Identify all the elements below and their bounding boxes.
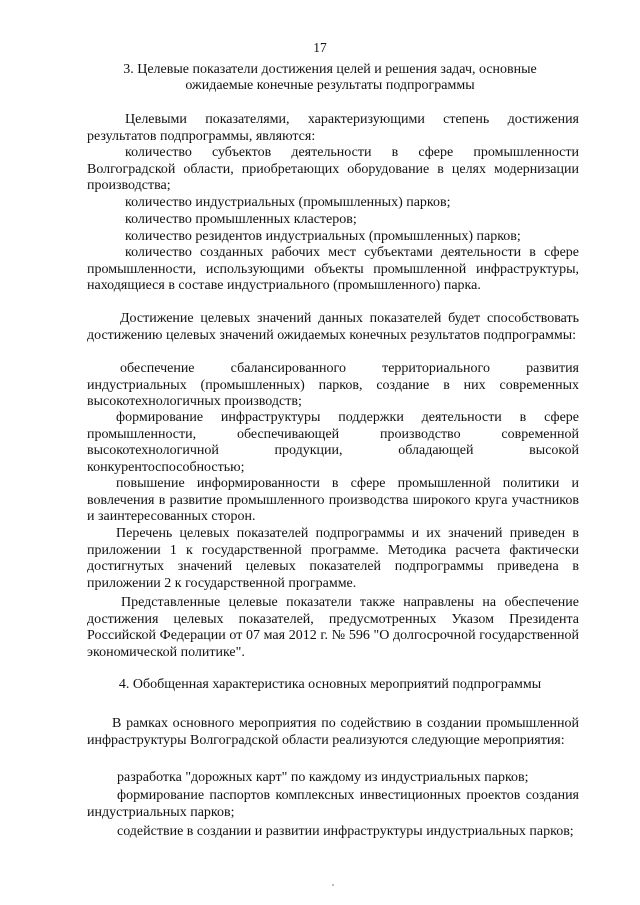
scan-speck: [332, 884, 334, 886]
section-4-paragraph-3: формирование паспортов комплексных инвестиционных проектов создания индустриальных парков;: [87, 788, 579, 820]
section-3-paragraph-7: Достижение целевых значений данных показателей будет способствовать достижению целевых значений ожидаемых конечных результатов подпрограммы:: [87, 311, 579, 343]
section-3-paragraph-9: формирование инфраструктуры поддержки деятельности в сфере промышленности, обеспечивающей производство современной высокотехнологичной продукции, обладающей высокой конкурентоспособностью;: [87, 410, 579, 475]
section-3-paragraph-6: количество созданных рабочих мест субъектами деятельности в сфере промышленности, использующими объекты промышленной инфраструктуры, находящиеся в составе индустриального (промышленного) парка.: [87, 245, 579, 293]
page-number: 17: [313, 40, 327, 55]
section-3-paragraph-5: количество резидентов индустриальных (промышленных) парков;: [125, 229, 521, 244]
section-3-paragraph-2: количество субъектов деятельности в сфере промышленности Волгоградской области, приобретающих оборудование в целях модернизации производства;: [87, 145, 579, 193]
section-4-heading: 4. Обобщенная характеристика основных мероприятий подпрограммы: [118, 677, 542, 692]
section-3-paragraph-12: Представленные целевые показатели также направлены на обеспечение достижения целевых показателей, предусмотренных Указом Президента Российской Федерации от 07 мая 2012 г. № 596 "О долгосрочной государственной экономической политике".: [87, 595, 579, 660]
section-3-paragraph-4: количество промышленных кластеров;: [125, 212, 357, 227]
section-3-paragraph-1: Целевыми показателями, характеризующими степень достижения результатов подпрограммы, являются:: [87, 112, 579, 144]
section-4-paragraph-2: разработка "дорожных карт" по каждому из индустриальных парков;: [117, 770, 529, 785]
section-3-heading: 3. Целевые показатели достижения целей и решения задач, основные ожидаемые конечные результаты подпрограммы: [123, 62, 537, 93]
section-3-paragraph-3: количество индустриальных (промышленных) парков;: [125, 195, 451, 210]
section-3-paragraph-11: Перечень целевых показателей подпрограммы и их значений приведен в приложении 1 к государственной программе. Методика расчета фактически достигнутых значений целевых показателей подпрограммы приведена в приложении 2 к государственной программе.: [87, 526, 579, 591]
section-4-paragraph-4: содействие в создании и развитии инфраструктуры индустриальных парков;: [117, 824, 574, 839]
section-4-paragraph-1: В рамках основного мероприятия по содействию в создании промышленной инфраструктуры Волгоградской области реализуются следующие мероприятия:: [87, 716, 579, 748]
section-3-paragraph-8: обеспечение сбалансированного территориального развития индустриальных (промышленных) парков, создание в них современных высокотехнологичных производств;: [87, 361, 579, 409]
section-3-paragraph-10: повышение информированности в сфере промышленной политики и вовлечения в развитие промышленного производства широкого круга участников и заинтересованных сторон.: [87, 476, 579, 524]
